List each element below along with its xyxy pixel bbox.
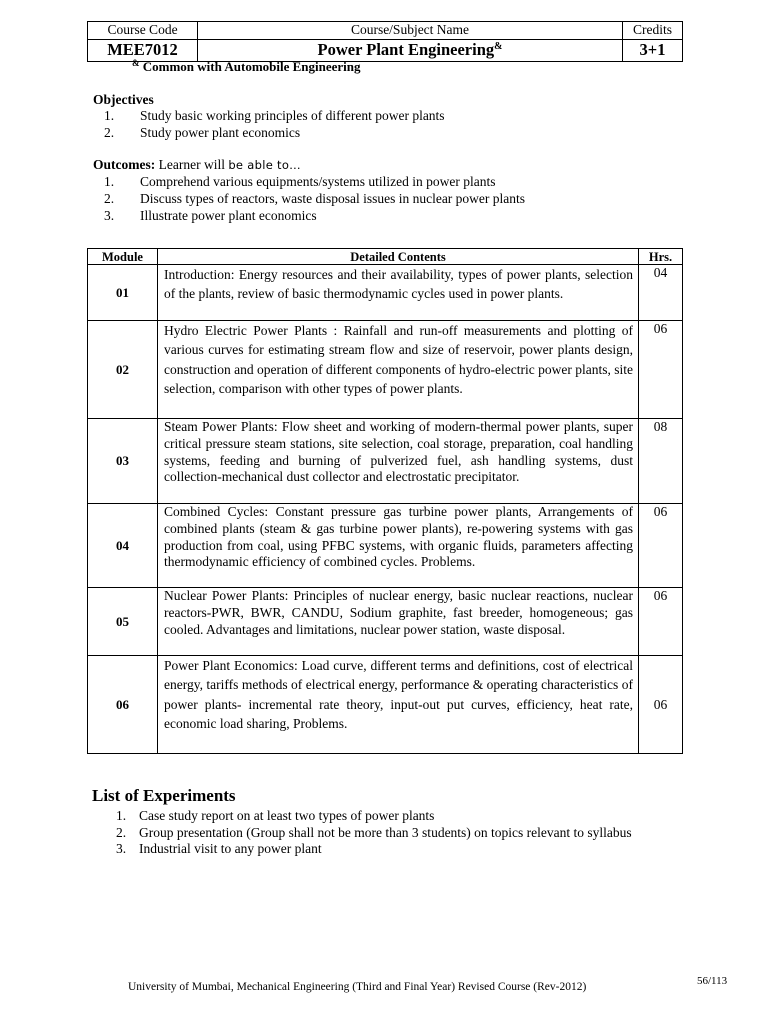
credits-value: 3+1 bbox=[623, 40, 683, 62]
list-item bbox=[104, 841, 664, 858]
list-item-text: Case study report on at least two types of power plants bbox=[139, 808, 435, 823]
credits-label: Credits bbox=[623, 22, 683, 40]
module-hours: 06 bbox=[639, 588, 683, 656]
outcomes-lead: Learner will bbox=[155, 157, 229, 172]
module-table-header bbox=[88, 249, 683, 265]
list-item-number: 2. bbox=[104, 124, 115, 140]
module-column-header: Module bbox=[88, 249, 158, 265]
experiments-list bbox=[104, 808, 664, 858]
module-number: 05 bbox=[88, 588, 158, 656]
outcomes-heading: Outcomes: bbox=[93, 157, 156, 172]
list-item bbox=[88, 208, 698, 225]
list-item-text: Industrial visit to any power plant bbox=[139, 841, 322, 856]
list-item-number: 3. bbox=[104, 207, 115, 223]
list-item bbox=[88, 125, 688, 142]
common-note-text: Common with Automobile Engineering bbox=[139, 59, 361, 74]
outcomes-list bbox=[88, 174, 698, 224]
common-note bbox=[132, 58, 361, 75]
page-number: 56/113 bbox=[697, 975, 728, 987]
module-contents: Nuclear Power Plants: Principles of nuclear energy, basic nuclear reactions, nuclear reactors-PWR, BWR, CANDU, Sodium graphite, fast breeder, homogeneous; gas cooled. Advantages and limitations, nuclear power station, waste disposal. bbox=[158, 588, 639, 656]
objectives-heading: Objectives bbox=[93, 92, 154, 107]
module-contents: Combined Cycles: Constant pressure gas turbine power plants, Arrangements of combined plants (steam & gas turbine power plants), re-powering systems with gas production from coal, using PFBC systems, with organic fluids, parameters affecting thermodynamic efficiency of combined cycles. Problems. bbox=[158, 504, 639, 588]
module-number: 04 bbox=[88, 504, 158, 588]
objectives-list bbox=[88, 108, 688, 142]
list-item-text: Study basic working principles of different power plants bbox=[140, 108, 445, 123]
list-item-number: 2. bbox=[104, 190, 115, 206]
experiments-heading: List of Experiments bbox=[92, 786, 236, 805]
module-number: 02 bbox=[88, 321, 158, 419]
list-item-number: 2. bbox=[116, 824, 127, 840]
course-header-labels bbox=[88, 22, 683, 40]
module-contents: Steam Power Plants: Flow sheet and working of modern-thermal power plants, super critical pressure steam stations, site selection, coal storage, preparation, coal handling systems, feeding and burning of pulverized fuel, ash handling systems, dust collection-mechanical dust collector and electrostatic precipitator. bbox=[158, 419, 639, 504]
module-hours: 08 bbox=[639, 419, 683, 504]
hours-column-header: Hrs. bbox=[639, 249, 683, 265]
list-item-number: 3. bbox=[116, 841, 127, 856]
list-item-text: Illustrate power plant economics bbox=[140, 207, 317, 223]
table-row bbox=[88, 588, 683, 656]
list-item-text: Group presentation (Group shall not be more than 3 students) on topics relevant to syllabus bbox=[139, 824, 632, 840]
list-item-text: Discuss types of reactors, waste disposal issues in nuclear power plants bbox=[140, 190, 526, 206]
module-hours: 06 bbox=[639, 656, 683, 754]
module-hours: 06 bbox=[639, 504, 683, 588]
module-contents: Introduction: Energy resources and their availability, types of power plants, selection of the plants, review of basic thermodynamic cycles used in power plants. bbox=[158, 265, 639, 321]
course-code: MEE7012 bbox=[88, 40, 198, 62]
module-table bbox=[87, 248, 683, 754]
table-row bbox=[88, 656, 683, 754]
list-item bbox=[88, 191, 698, 208]
outcomes-lead-suffix: be able to… bbox=[228, 158, 301, 172]
list-item-text: Comprehend various equipments/systems utilized in power plants bbox=[140, 174, 496, 189]
list-item-number: 1. bbox=[116, 808, 127, 823]
course-name-mark: & bbox=[494, 41, 503, 53]
module-contents: Hydro Electric Power Plants : Rainfall and run-off measurements and plotting of various curves for estimating stream flow and size of reservoir, power plants design, construction and operation of different components of hydro-electric power plants, site selection, comparison with other types of power plants. bbox=[158, 321, 639, 419]
module-hours: 06 bbox=[639, 321, 683, 419]
page-footer: University of Mumbai, Mechanical Engineering (Third and Final Year) Revised Course (Rev-2012) bbox=[128, 981, 587, 993]
course-header-table bbox=[87, 21, 683, 62]
list-item-number: 1. bbox=[104, 108, 115, 123]
contents-column-header: Detailed Contents bbox=[158, 249, 639, 265]
list-item-number: 1. bbox=[104, 174, 115, 189]
course-code-label: Course Code bbox=[88, 22, 198, 40]
table-row bbox=[88, 321, 683, 419]
list-item bbox=[88, 174, 698, 191]
list-item bbox=[104, 808, 664, 825]
course-name-label: Course/Subject Name bbox=[198, 22, 623, 40]
list-item-text: Study power plant economics bbox=[140, 124, 301, 140]
list-item bbox=[104, 825, 664, 842]
module-number: 06 bbox=[88, 656, 158, 754]
common-note-mark: & bbox=[132, 58, 140, 68]
table-row bbox=[88, 265, 683, 321]
table-row bbox=[88, 504, 683, 588]
outcomes-intro bbox=[93, 157, 301, 173]
module-number: 01 bbox=[88, 265, 158, 321]
module-contents: Power Plant Economics: Load curve, different terms and definitions, cost of electrical energy, tariffs methods of electrical energy, performance & operating characteristics of power plants- incremental rate theory, input-out put curves, efficiency, heat rate, economic load sharing, Problems. bbox=[158, 656, 639, 754]
course-name: Power Plant Engineering bbox=[317, 40, 495, 60]
module-number: 03 bbox=[88, 419, 158, 504]
module-hours: 04 bbox=[639, 265, 683, 321]
list-item bbox=[88, 108, 688, 125]
table-row bbox=[88, 419, 683, 504]
